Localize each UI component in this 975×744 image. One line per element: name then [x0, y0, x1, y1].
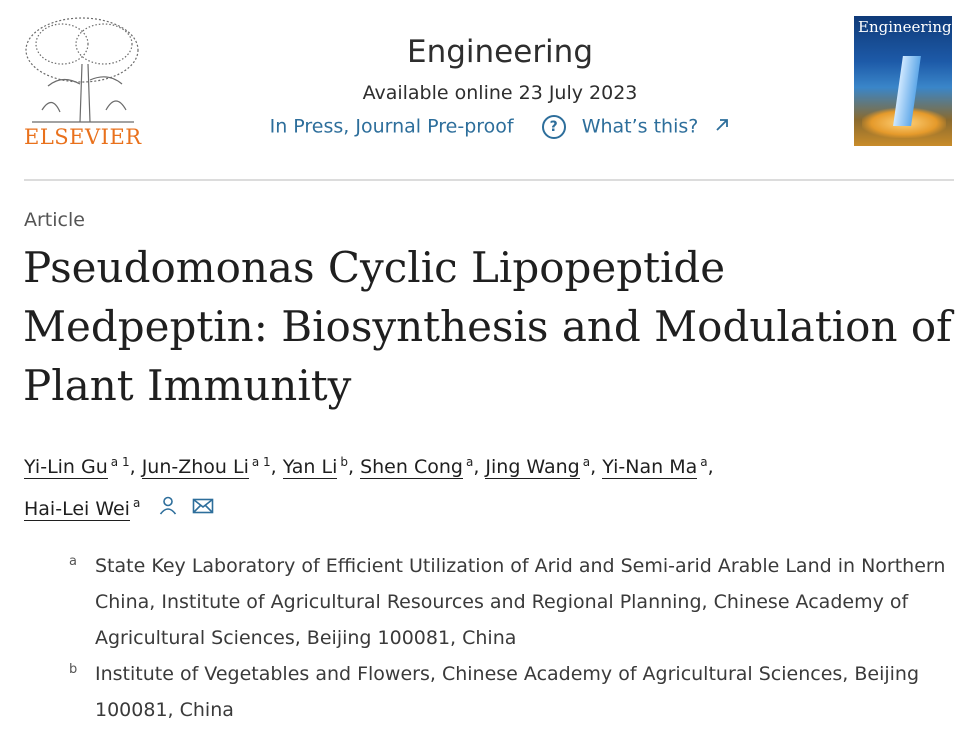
author-link[interactable]: Yan Li: [282, 456, 338, 479]
author-link[interactable]: Jun-Zhou Li: [141, 456, 249, 479]
elsevier-tree-logo-icon[interactable]: [22, 14, 144, 150]
journal-info: [250, 32, 750, 141]
mail-icon[interactable]: [192, 491, 214, 527]
author-item: Yan Li $^b$,: [282, 455, 361, 479]
author-link[interactable]: Yi-Nan Ma: [602, 456, 698, 479]
author-item: Yi-Nan Ma $^a$,: [602, 455, 714, 479]
author-sup: a 1: [110, 455, 130, 469]
author-sup: a: [132, 496, 141, 511]
author-sup: a: [582, 455, 591, 469]
author-link[interactable]: Yi-Lin Gu: [24, 456, 108, 479]
affiliation-text: State Key Laboratory of Efficient Utilization of Arid and Semi-arid Arable Land in Northern China, Institute of Agricultural Resources and Regional Planning, Chinese Academy of Agricultural Sciences, Beijing 100081, China: [95, 555, 946, 649]
journal-title-link[interactable]: Engineering: [407, 34, 593, 70]
author-sup: a: [700, 455, 708, 469]
author-sup: a: [465, 455, 474, 469]
external-link-icon[interactable]: [714, 113, 730, 141]
author-item: Jing Wang $^a$,: [485, 455, 603, 479]
author-list: [24, 444, 954, 527]
affiliation-text: Institute of Vegetables and Flowers, Chinese Academy of Agricultural Sciences, Beijing 100081, China: [95, 663, 920, 721]
article-title: Pseudomonas Cyclic Lipopeptide Medpeptin: Biosynthesis and Modulation of Plant Immunity: [23, 243, 952, 410]
status-link[interactable]: In Press, Journal Pre-proof: [269, 115, 514, 138]
cover-title: Engineering: [858, 18, 952, 36]
author-item: Jun-Zhou Li $^{a 1}$,: [141, 455, 283, 479]
help-circle-icon[interactable]: ?: [542, 115, 566, 139]
affiliation-item: [64, 548, 954, 656]
article-header: [0, 0, 975, 180]
author-link[interactable]: Hai-Lei Wei: [24, 497, 130, 520]
affiliation-mark: a: [69, 554, 77, 569]
affiliation-list: [64, 548, 954, 728]
affiliation-item: [64, 656, 954, 728]
header-divider: [24, 179, 954, 181]
author-link[interactable]: Shen Cong: [360, 456, 463, 479]
person-icon[interactable]: [158, 491, 178, 527]
whats-this-link[interactable]: What’s this?: [581, 115, 699, 138]
affiliation-mark: b: [69, 662, 78, 677]
author-item: Yi-Lin Gu $^{a 1}$,: [24, 455, 142, 479]
author-sup: a 1: [251, 455, 271, 469]
journal-cover-image[interactable]: [854, 16, 952, 146]
author-link[interactable]: Jing Wang: [485, 456, 580, 479]
author-item: [24, 498, 140, 520]
publisher-name: ELSEVIER: [24, 125, 142, 149]
status-row: [250, 112, 750, 141]
author-sup: b: [340, 455, 348, 469]
article-type: Article: [24, 209, 85, 231]
author-item: Shen Cong $^a$,: [360, 455, 486, 479]
available-online-date: Available online 23 July 2023: [362, 82, 638, 104]
